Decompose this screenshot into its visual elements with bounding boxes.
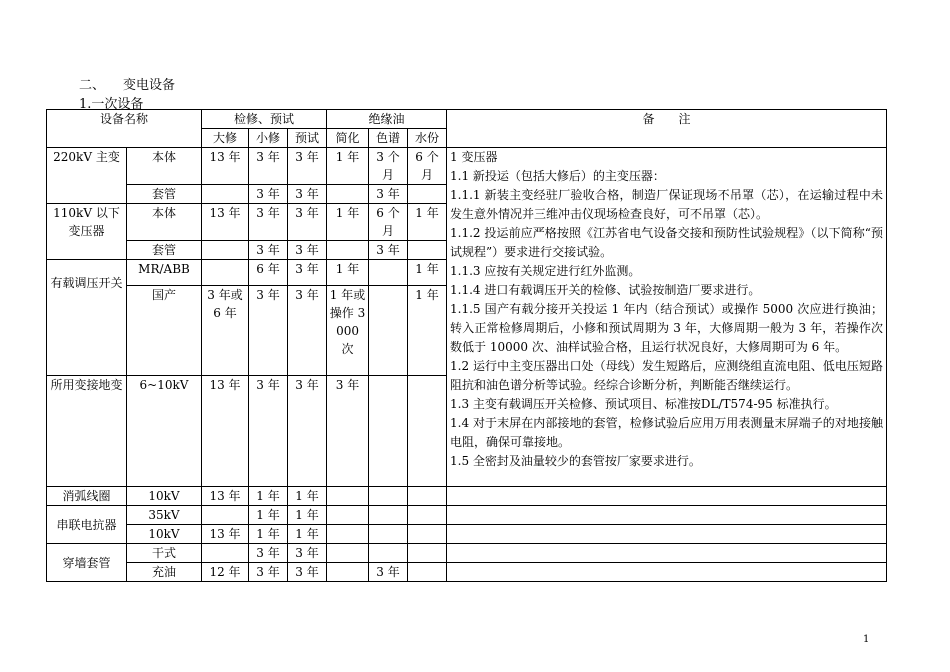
subheader-cell: 小修 — [249, 129, 288, 148]
notes-empty — [447, 544, 887, 563]
equipment-part: 充油 — [127, 563, 202, 582]
table-cell: 3 个月 — [369, 148, 408, 185]
header-equipment: 设备名称 — [47, 110, 202, 148]
table-cell: 6 个月 — [408, 148, 447, 185]
equipment-part: 本体 — [127, 204, 202, 241]
table-cell — [327, 241, 369, 260]
equipment-group: 220kV 主变 — [47, 148, 127, 204]
table-cell: 3 年 — [288, 286, 327, 376]
note-line: 1.1.5 国产有载分接开关投运 1 年内（结合预试）或操作 5000 次应进行换油；转入正常检修周期后，小修和预试周期为 3 年，大修周期一般为 3 年，若操作次数低于 10000 次、油样试验合格，且运行状况良好，大修周期可为 6 年。 — [450, 302, 884, 354]
table-cell — [408, 544, 447, 563]
note-line: 1 变压器 — [450, 150, 498, 164]
table-cell: 1 年 — [249, 487, 288, 506]
equipment-part: 套管 — [127, 185, 202, 204]
table-cell: 6 个月 — [369, 204, 408, 241]
table-cell — [202, 185, 249, 204]
notes-cell — [447, 148, 887, 487]
table-cell: 3 年 — [249, 204, 288, 241]
table-cell — [327, 525, 369, 544]
subheader-cell: 预试 — [288, 129, 327, 148]
table-cell: 1 年 — [327, 260, 369, 286]
table-cell: 3 年 — [249, 241, 288, 260]
table-cell: 3 年 — [288, 260, 327, 286]
equipment-group: 110kV 以下变压器 — [47, 204, 127, 260]
equipment-part: 10kV — [127, 525, 202, 544]
note-line: 1.1 新投运（包括大修后）的主变压器： — [450, 169, 665, 183]
table-cell: 3 年 — [288, 185, 327, 204]
notes-empty — [447, 506, 887, 525]
subheader-cell: 水份 — [408, 129, 447, 148]
equipment-part: 本体 — [127, 148, 202, 185]
table-cell: 13 年 — [202, 148, 249, 185]
table-cell — [369, 286, 408, 376]
equipment-part: 国产 — [127, 286, 202, 376]
equipment-part: MR/ABB — [127, 260, 202, 286]
table-cell: 3 年 — [288, 376, 327, 487]
note-line: 1.1.1 新装主变经驻厂验收合格，制造厂保证现场不吊罩（芯），在运输过程中未发生意外情况并三维冲击仪现场检查良好，可不吊罩（芯）。 — [450, 188, 884, 221]
table-cell: 3 年 — [288, 241, 327, 260]
table-cell: 3 年 — [249, 563, 288, 582]
table-cell: 13 年 — [202, 376, 249, 487]
note-line: 1.1.2 投运前应严格按照《江苏省电气设备交接和预防性试验规程》（以下简称“预试规程”）要求进行交接试验。 — [450, 226, 884, 259]
equipment-part: 10kV — [127, 487, 202, 506]
equipment-group: 消弧线圈 — [47, 487, 127, 506]
table-cell: 13 年 — [202, 525, 249, 544]
table-cell: 3 年 — [288, 544, 327, 563]
maintenance-table — [46, 109, 887, 582]
section-heading — [79, 74, 175, 93]
table-cell: 3 年 — [249, 286, 288, 376]
note-line: 1.1.4 进口有载调压开关的检修、试验按制造厂要求进行。 — [450, 283, 761, 297]
table-cell — [408, 241, 447, 260]
table-cell: 1 年 — [249, 525, 288, 544]
header-maintenance: 检修、预试 — [202, 110, 327, 129]
section-number: 二、 — [79, 78, 106, 93]
table-cell: 3 年 — [249, 544, 288, 563]
subheader-cell: 色谱 — [369, 129, 408, 148]
table-cell: 6 年 — [249, 260, 288, 286]
table-cell: 3 年 — [369, 563, 408, 582]
table-cell — [327, 487, 369, 506]
subsection-heading: 1.一次设备 — [79, 97, 144, 112]
table-cell — [408, 487, 447, 506]
table-cell: 3 年 — [288, 204, 327, 241]
table-cell — [202, 544, 249, 563]
section-title: 变电设备 — [123, 78, 176, 93]
table-cell — [202, 260, 249, 286]
table-cell — [408, 376, 447, 487]
table-cell: 3 年 — [369, 185, 408, 204]
equipment-group: 有载调压开关 — [47, 260, 127, 376]
header-insulating-oil: 绝缘油 — [327, 110, 447, 129]
table-cell — [202, 506, 249, 525]
note-line: 1.5 全密封及油量较少的套管按厂家要求进行。 — [450, 454, 701, 468]
table-cell — [408, 506, 447, 525]
table-cell: 1 年或操作 3000 次 — [327, 286, 369, 376]
table-cell: 1 年 — [408, 286, 447, 376]
table-cell — [369, 487, 408, 506]
table-cell — [327, 185, 369, 204]
subheader-cell: 大修 — [202, 129, 249, 148]
table-cell — [408, 563, 447, 582]
equipment-group: 所用变接地变 — [47, 376, 127, 487]
table-cell — [369, 544, 408, 563]
equipment-part: 套管 — [127, 241, 202, 260]
equipment-part: 6~10kV — [127, 376, 202, 487]
table-cell: 1 年 — [327, 148, 369, 185]
table-cell: 1 年 — [288, 506, 327, 525]
note-line: 1.3 主变有载调压开关检修、预试项目、标准按DL/T574-95 标准执行。 — [450, 397, 837, 411]
table-cell — [369, 506, 408, 525]
note-line: 1.1.3 应按有关规定进行红外监测。 — [450, 264, 641, 278]
equipment-group: 串联电抗器 — [47, 506, 127, 544]
notes-empty — [447, 563, 887, 582]
notes-empty — [447, 525, 887, 544]
equipment-group: 穿墙套管 — [47, 544, 127, 582]
table-cell: 3 年 — [327, 376, 369, 487]
table-cell: 3 年 — [288, 563, 327, 582]
table-cell: 1 年 — [408, 260, 447, 286]
table-cell — [327, 563, 369, 582]
table-cell — [327, 544, 369, 563]
table-cell: 1 年 — [327, 204, 369, 241]
header-notes: 备 注 — [447, 110, 887, 148]
table-cell: 1 年 — [288, 525, 327, 544]
table-cell — [327, 506, 369, 525]
table-cell: 1 年 — [249, 506, 288, 525]
table-cell: 13 年 — [202, 204, 249, 241]
note-line: 1.2 运行中主变压器出口处（母线）发生短路后，应测绕组直流电阻、低电压短路阻抗和油色谱分析等试验。经综合诊断分析，判断能否继续运行。 — [450, 359, 884, 392]
subheader-cell: 简化 — [327, 129, 369, 148]
table-cell: 1 年 — [288, 487, 327, 506]
equipment-part: 35kV — [127, 506, 202, 525]
equipment-part: 干式 — [127, 544, 202, 563]
notes-empty — [447, 487, 887, 506]
note-line: 1.4 对于末屏在内部接地的套管，检修试验后应用万用表测量末屏端子的对地接触电阻，确保可靠接地。 — [450, 416, 884, 449]
table-cell — [408, 525, 447, 544]
table-cell: 3 年 — [369, 241, 408, 260]
table-cell: 3 年 — [249, 185, 288, 204]
table-cell — [202, 241, 249, 260]
table-cell — [369, 260, 408, 286]
table-cell — [369, 525, 408, 544]
table-cell: 3 年或 6 年 — [202, 286, 249, 376]
table-cell: 12 年 — [202, 563, 249, 582]
table-cell — [408, 185, 447, 204]
page-number: 1 — [863, 634, 870, 645]
table-cell: 13 年 — [202, 487, 249, 506]
table-cell: 3 年 — [288, 148, 327, 185]
table-cell: 3 年 — [249, 148, 288, 185]
table-cell — [369, 376, 408, 487]
table-cell: 3 年 — [249, 376, 288, 487]
table-cell: 1 年 — [408, 204, 447, 241]
